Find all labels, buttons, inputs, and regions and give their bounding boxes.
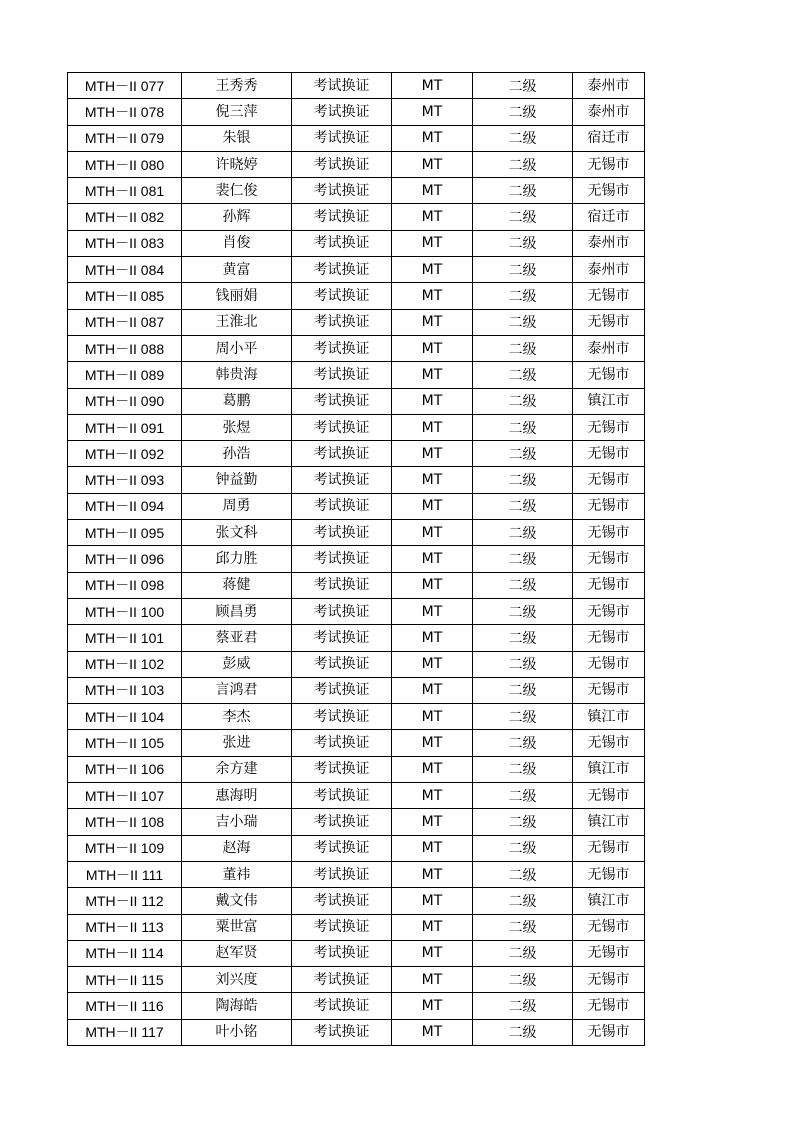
cert-code-cell: MTH－II 108: [68, 809, 182, 835]
method-cell: 考试换证: [292, 730, 392, 756]
cert-code-cell: MTH－II 116: [68, 993, 182, 1019]
table-row: [68, 125, 645, 151]
method-cell: 考试换证: [292, 309, 392, 335]
person-name-cell: 陶海皓: [182, 993, 292, 1019]
person-name-cell: 肖俊: [182, 230, 292, 256]
level-cell: 二级: [473, 335, 573, 361]
city-cell: 无锡市: [573, 283, 645, 309]
method-cell: 考试换证: [292, 625, 392, 651]
type-cell: MT: [392, 362, 473, 388]
city-cell: 无锡市: [573, 1019, 645, 1045]
level-cell: 二级: [473, 388, 573, 414]
type-cell: MT: [392, 598, 473, 624]
city-cell: 无锡市: [573, 362, 645, 388]
city-cell: 无锡市: [573, 493, 645, 519]
level-cell: 二级: [473, 756, 573, 782]
method-cell: 考试换证: [292, 967, 392, 993]
method-cell: 考试换证: [292, 178, 392, 204]
city-cell: 无锡市: [573, 914, 645, 940]
type-cell: MT: [392, 388, 473, 414]
cert-code-cell: MTH－II 109: [68, 835, 182, 861]
table-row: [68, 730, 645, 756]
city-cell: 泰州市: [573, 99, 645, 125]
person-name-cell: 李杰: [182, 704, 292, 730]
person-name-cell: 韩贵海: [182, 362, 292, 388]
method-cell: 考试换证: [292, 888, 392, 914]
level-cell: 二级: [473, 967, 573, 993]
method-cell: 考试换证: [292, 493, 392, 519]
method-cell: 考试换证: [292, 940, 392, 966]
cert-code-cell: MTH－II 084: [68, 257, 182, 283]
type-cell: MT: [392, 967, 473, 993]
level-cell: 二级: [473, 520, 573, 546]
type-cell: MT: [392, 651, 473, 677]
person-name-cell: 言鸿君: [182, 677, 292, 703]
table-row: [68, 967, 645, 993]
cert-code-cell: MTH－II 103: [68, 677, 182, 703]
city-cell: 无锡市: [573, 441, 645, 467]
person-name-cell: 钱丽娟: [182, 283, 292, 309]
person-name-cell: 张进: [182, 730, 292, 756]
cert-code-cell: MTH－II 081: [68, 178, 182, 204]
person-name-cell: 董祎: [182, 861, 292, 887]
city-cell: 无锡市: [573, 546, 645, 572]
person-name-cell: 黄富: [182, 257, 292, 283]
method-cell: 考试换证: [292, 125, 392, 151]
person-name-cell: 张文科: [182, 520, 292, 546]
table-row: [68, 625, 645, 651]
level-cell: 二级: [473, 73, 573, 99]
city-cell: 宿迁市: [573, 204, 645, 230]
table-row: [68, 572, 645, 598]
cert-code-cell: MTH－II 080: [68, 151, 182, 177]
type-cell: MT: [392, 546, 473, 572]
table-row: [68, 467, 645, 493]
type-cell: MT: [392, 257, 473, 283]
method-cell: 考试换证: [292, 73, 392, 99]
method-cell: 考试换证: [292, 704, 392, 730]
type-cell: MT: [392, 756, 473, 782]
table-row: [68, 598, 645, 624]
cert-code-cell: MTH－II 085: [68, 283, 182, 309]
type-cell: MT: [392, 809, 473, 835]
type-cell: MT: [392, 704, 473, 730]
cert-code-cell: MTH－II 105: [68, 730, 182, 756]
method-cell: 考试换证: [292, 783, 392, 809]
type-cell: MT: [392, 125, 473, 151]
table-row: [68, 257, 645, 283]
type-cell: MT: [392, 572, 473, 598]
person-name-cell: 张煜: [182, 414, 292, 440]
type-cell: MT: [392, 783, 473, 809]
city-cell: 无锡市: [573, 625, 645, 651]
level-cell: 二级: [473, 730, 573, 756]
method-cell: 考试换证: [292, 1019, 392, 1045]
type-cell: MT: [392, 1019, 473, 1045]
type-cell: MT: [392, 730, 473, 756]
person-name-cell: 孙浩: [182, 441, 292, 467]
table-row: [68, 388, 645, 414]
cert-code-cell: MTH－II 088: [68, 335, 182, 361]
type-cell: MT: [392, 204, 473, 230]
city-cell: 无锡市: [573, 967, 645, 993]
table-row: [68, 362, 645, 388]
person-name-cell: 葛鹏: [182, 388, 292, 414]
method-cell: 考试换证: [292, 283, 392, 309]
person-name-cell: 叶小铭: [182, 1019, 292, 1045]
city-cell: 无锡市: [573, 783, 645, 809]
method-cell: 考试换证: [292, 99, 392, 125]
table-row: [68, 704, 645, 730]
method-cell: 考试换证: [292, 809, 392, 835]
type-cell: MT: [392, 520, 473, 546]
city-cell: 无锡市: [573, 309, 645, 335]
city-cell: 镇江市: [573, 704, 645, 730]
method-cell: 考试换证: [292, 993, 392, 1019]
person-name-cell: 刘兴度: [182, 967, 292, 993]
person-name-cell: 王淮北: [182, 309, 292, 335]
cert-code-cell: MTH－II 106: [68, 756, 182, 782]
level-cell: 二级: [473, 598, 573, 624]
table-row: [68, 230, 645, 256]
city-cell: 无锡市: [573, 598, 645, 624]
city-cell: 无锡市: [573, 861, 645, 887]
table-row: [68, 309, 645, 335]
table-row: [68, 151, 645, 177]
level-cell: 二级: [473, 125, 573, 151]
level-cell: 二级: [473, 888, 573, 914]
method-cell: 考试换证: [292, 598, 392, 624]
city-cell: 泰州市: [573, 257, 645, 283]
type-cell: MT: [392, 861, 473, 887]
table-row: [68, 861, 645, 887]
city-cell: 无锡市: [573, 730, 645, 756]
city-cell: 镇江市: [573, 888, 645, 914]
level-cell: 二级: [473, 467, 573, 493]
cert-code-cell: MTH－II 113: [68, 914, 182, 940]
level-cell: 二级: [473, 257, 573, 283]
method-cell: 考试换证: [292, 546, 392, 572]
table-row: [68, 335, 645, 361]
method-cell: 考试换证: [292, 151, 392, 177]
person-name-cell: 许晓婷: [182, 151, 292, 177]
cert-code-cell: MTH－II 092: [68, 441, 182, 467]
table-row: [68, 677, 645, 703]
person-name-cell: 赵军贤: [182, 940, 292, 966]
person-name-cell: 惠海明: [182, 783, 292, 809]
person-name-cell: 朱银: [182, 125, 292, 151]
method-cell: 考试换证: [292, 677, 392, 703]
table-row: [68, 940, 645, 966]
cert-code-cell: MTH－II 087: [68, 309, 182, 335]
cert-code-cell: MTH－II 115: [68, 967, 182, 993]
level-cell: 二级: [473, 414, 573, 440]
method-cell: 考试换证: [292, 362, 392, 388]
level-cell: 二级: [473, 546, 573, 572]
method-cell: 考试换证: [292, 335, 392, 361]
table-body: [68, 73, 645, 1046]
certificate-table: [67, 72, 645, 1046]
method-cell: 考试换证: [292, 520, 392, 546]
level-cell: 二级: [473, 625, 573, 651]
person-name-cell: 邱力胜: [182, 546, 292, 572]
person-name-cell: 周勇: [182, 493, 292, 519]
method-cell: 考试换证: [292, 651, 392, 677]
table-row: [68, 809, 645, 835]
level-cell: 二级: [473, 178, 573, 204]
city-cell: 无锡市: [573, 467, 645, 493]
person-name-cell: 孙辉: [182, 204, 292, 230]
table-row: [68, 493, 645, 519]
table-row: [68, 99, 645, 125]
method-cell: 考试换证: [292, 467, 392, 493]
method-cell: 考试换证: [292, 441, 392, 467]
type-cell: MT: [392, 335, 473, 361]
level-cell: 二级: [473, 99, 573, 125]
person-name-cell: 蒋健: [182, 572, 292, 598]
person-name-cell: 彭威: [182, 651, 292, 677]
method-cell: 考试换证: [292, 257, 392, 283]
cert-code-cell: MTH－II 093: [68, 467, 182, 493]
method-cell: 考试换证: [292, 230, 392, 256]
city-cell: 无锡市: [573, 651, 645, 677]
person-name-cell: 顾昌勇: [182, 598, 292, 624]
type-cell: MT: [392, 73, 473, 99]
type-cell: MT: [392, 309, 473, 335]
method-cell: 考试换证: [292, 572, 392, 598]
table-row: [68, 520, 645, 546]
level-cell: 二级: [473, 230, 573, 256]
table-row: [68, 414, 645, 440]
person-name-cell: 王秀秀: [182, 73, 292, 99]
person-name-cell: 周小平: [182, 335, 292, 361]
cert-code-cell: MTH－II 111: [68, 861, 182, 887]
city-cell: 镇江市: [573, 809, 645, 835]
level-cell: 二级: [473, 993, 573, 1019]
type-cell: MT: [392, 283, 473, 309]
city-cell: 无锡市: [573, 178, 645, 204]
level-cell: 二级: [473, 309, 573, 335]
table-row: [68, 204, 645, 230]
type-cell: MT: [392, 99, 473, 125]
cert-code-cell: MTH－II 100: [68, 598, 182, 624]
type-cell: MT: [392, 914, 473, 940]
city-cell: 泰州市: [573, 73, 645, 99]
city-cell: 无锡市: [573, 572, 645, 598]
cert-code-cell: MTH－II 078: [68, 99, 182, 125]
table-row: [68, 783, 645, 809]
cert-code-cell: MTH－II 112: [68, 888, 182, 914]
type-cell: MT: [392, 178, 473, 204]
level-cell: 二级: [473, 704, 573, 730]
person-name-cell: 吉小瑞: [182, 809, 292, 835]
cert-code-cell: MTH－II 096: [68, 546, 182, 572]
table-row: [68, 178, 645, 204]
cert-code-cell: MTH－II 077: [68, 73, 182, 99]
person-name-cell: 钟益勤: [182, 467, 292, 493]
person-name-cell: 裴仁俊: [182, 178, 292, 204]
cert-code-cell: MTH－II 101: [68, 625, 182, 651]
city-cell: 无锡市: [573, 151, 645, 177]
type-cell: MT: [392, 467, 473, 493]
table-row: [68, 546, 645, 572]
table-row: [68, 651, 645, 677]
method-cell: 考试换证: [292, 414, 392, 440]
table-row: [68, 993, 645, 1019]
type-cell: MT: [392, 414, 473, 440]
table-row: [68, 756, 645, 782]
city-cell: 宿迁市: [573, 125, 645, 151]
table-row: [68, 73, 645, 99]
type-cell: MT: [392, 625, 473, 651]
city-cell: 无锡市: [573, 414, 645, 440]
type-cell: MT: [392, 230, 473, 256]
person-name-cell: 赵海: [182, 835, 292, 861]
level-cell: 二级: [473, 835, 573, 861]
level-cell: 二级: [473, 651, 573, 677]
cert-code-cell: MTH－II 117: [68, 1019, 182, 1045]
table-row: [68, 441, 645, 467]
cert-code-cell: MTH－II 102: [68, 651, 182, 677]
level-cell: 二级: [473, 493, 573, 519]
city-cell: 无锡市: [573, 677, 645, 703]
person-name-cell: 粟世富: [182, 914, 292, 940]
level-cell: 二级: [473, 677, 573, 703]
table-row: [68, 1019, 645, 1045]
method-cell: 考试换证: [292, 388, 392, 414]
level-cell: 二级: [473, 809, 573, 835]
city-cell: 无锡市: [573, 835, 645, 861]
city-cell: 无锡市: [573, 940, 645, 966]
cert-code-cell: MTH－II 079: [68, 125, 182, 151]
cert-code-cell: MTH－II 082: [68, 204, 182, 230]
type-cell: MT: [392, 677, 473, 703]
type-cell: MT: [392, 993, 473, 1019]
cert-code-cell: MTH－II 095: [68, 520, 182, 546]
cert-code-cell: MTH－II 094: [68, 493, 182, 519]
level-cell: 二级: [473, 1019, 573, 1045]
cert-code-cell: MTH－II 083: [68, 230, 182, 256]
table-row: [68, 283, 645, 309]
cert-code-cell: MTH－II 089: [68, 362, 182, 388]
cert-code-cell: MTH－II 107: [68, 783, 182, 809]
table-row: [68, 835, 645, 861]
type-cell: MT: [392, 888, 473, 914]
cert-code-cell: MTH－II 114: [68, 940, 182, 966]
cert-code-cell: MTH－II 104: [68, 704, 182, 730]
level-cell: 二级: [473, 441, 573, 467]
level-cell: 二级: [473, 362, 573, 388]
cert-code-cell: MTH－II 090: [68, 388, 182, 414]
city-cell: 镇江市: [573, 756, 645, 782]
city-cell: 镇江市: [573, 388, 645, 414]
cert-code-cell: MTH－II 098: [68, 572, 182, 598]
level-cell: 二级: [473, 204, 573, 230]
city-cell: 泰州市: [573, 230, 645, 256]
method-cell: 考试换证: [292, 835, 392, 861]
type-cell: MT: [392, 493, 473, 519]
type-cell: MT: [392, 940, 473, 966]
method-cell: 考试换证: [292, 914, 392, 940]
person-name-cell: 余方建: [182, 756, 292, 782]
type-cell: MT: [392, 835, 473, 861]
level-cell: 二级: [473, 283, 573, 309]
person-name-cell: 蔡亚君: [182, 625, 292, 651]
cert-code-cell: MTH－II 091: [68, 414, 182, 440]
level-cell: 二级: [473, 572, 573, 598]
method-cell: 考试换证: [292, 204, 392, 230]
table-row: [68, 888, 645, 914]
level-cell: 二级: [473, 783, 573, 809]
type-cell: MT: [392, 441, 473, 467]
person-name-cell: 戴文伟: [182, 888, 292, 914]
level-cell: 二级: [473, 151, 573, 177]
level-cell: 二级: [473, 940, 573, 966]
city-cell: 无锡市: [573, 993, 645, 1019]
method-cell: 考试换证: [292, 756, 392, 782]
level-cell: 二级: [473, 914, 573, 940]
person-name-cell: 倪三萍: [182, 99, 292, 125]
method-cell: 考试换证: [292, 861, 392, 887]
table-row: [68, 914, 645, 940]
city-cell: 无锡市: [573, 520, 645, 546]
level-cell: 二级: [473, 861, 573, 887]
type-cell: MT: [392, 151, 473, 177]
city-cell: 泰州市: [573, 335, 645, 361]
